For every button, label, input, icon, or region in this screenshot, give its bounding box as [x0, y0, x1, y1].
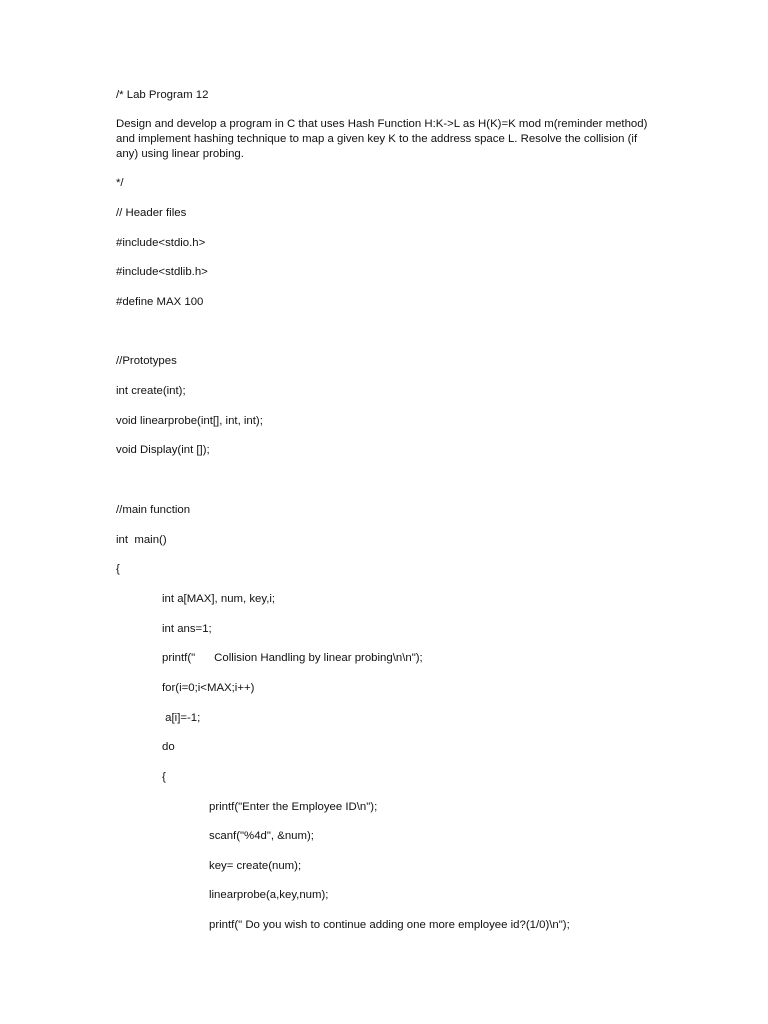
program-description: Design and develop a program in C that uses Hash Function H:K->L as H(K)=K mod m(reminder method) and implement hashing technique to map a given key K to the address space L. Resolve the collision (if any) using linear probing. [116, 118, 648, 160]
define-max-line: #define MAX 100 [116, 296, 204, 308]
printf-title-line: printf(" Collision Handling by linear probing\n\n"); [162, 652, 423, 664]
comment-close-line: */ [116, 177, 124, 189]
include-stdlib-line: #include<stdlib.h> [116, 266, 208, 278]
array-init-line: a[i]=-1; [162, 712, 201, 724]
variable-declaration-line: int a[MAX], num, key,i; [162, 593, 276, 605]
prototype-create-line: int create(int); [116, 385, 186, 397]
do-open-brace: { [162, 771, 166, 783]
main-function-comment: //main function [116, 504, 191, 516]
main-open-brace: { [116, 563, 120, 575]
printf-enter-id-line: printf("Enter the Employee ID\n"); [209, 801, 378, 813]
prototype-display-line: void Display(int []); [116, 444, 210, 456]
linearprobe-call-line: linearprobe(a,key,num); [209, 889, 329, 901]
comment-open-line: /* Lab Program 12 [116, 89, 209, 101]
scanf-line: scanf("%4d", &num); [209, 830, 314, 842]
create-call-line: key= create(num); [209, 860, 302, 872]
main-signature-line: int main() [116, 534, 167, 546]
for-loop-line: for(i=0;i<MAX;i++) [162, 682, 255, 694]
header-files-comment: // Header files [116, 207, 187, 219]
do-keyword-line: do [162, 741, 175, 753]
prototype-linearprobe-line: void linearprobe(int[], int, int); [116, 415, 263, 427]
printf-continue-line: printf(" Do you wish to continue adding one more employee id?(1/0)\n"); [209, 919, 570, 931]
ans-declaration-line: int ans=1; [162, 623, 212, 635]
prototypes-comment: //Prototypes [116, 355, 177, 367]
include-stdio-line: #include<stdio.h> [116, 237, 206, 249]
